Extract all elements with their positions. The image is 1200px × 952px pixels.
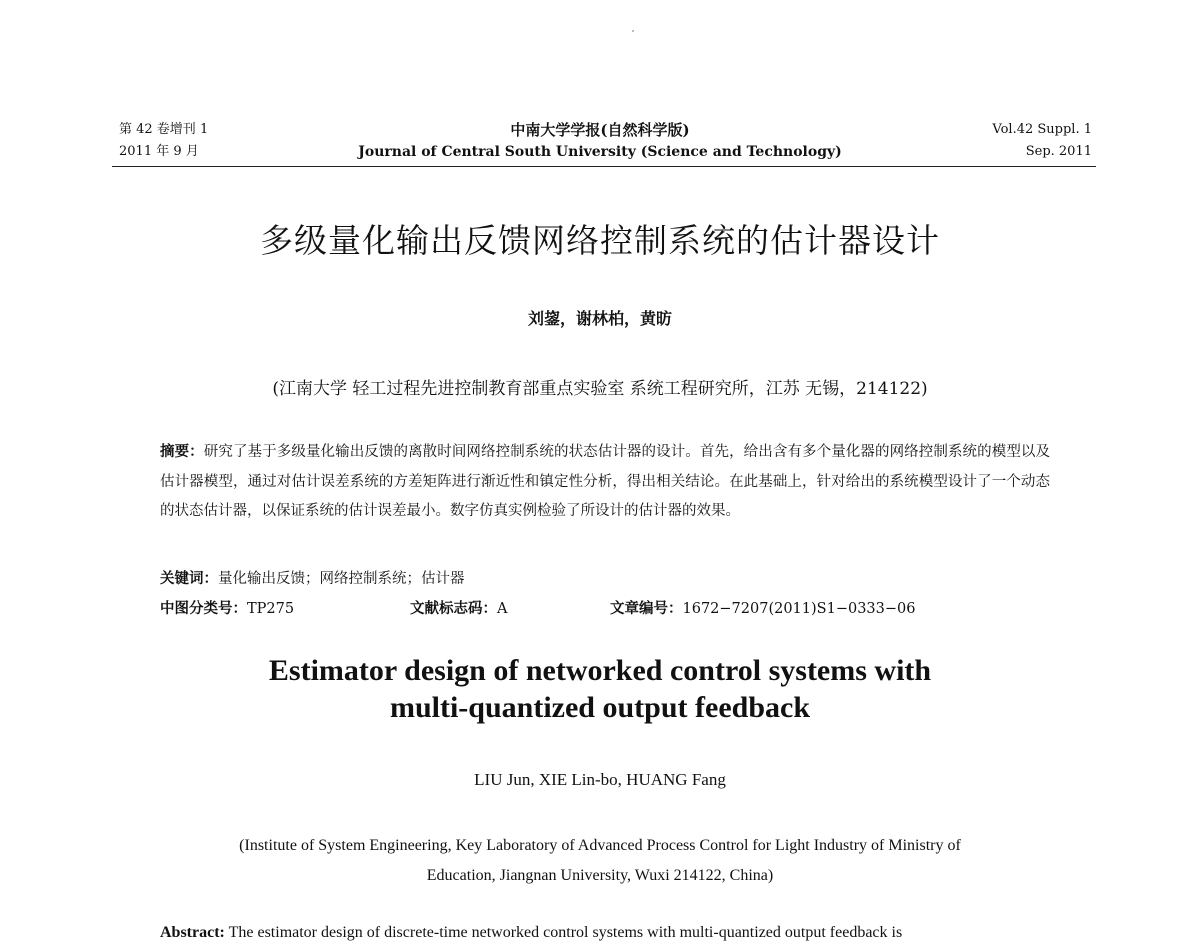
header-date-en: Sep. 2011 (1025, 144, 1092, 159)
keywords-cn (160, 567, 465, 588)
article-number-label: 文章编号： (610, 601, 683, 617)
keywords-cn-label: 关键词： (160, 571, 218, 587)
abstract-cn-text: 研究了基于多级量化输出反馈的离散时间网络控制系统的状态估计器的设计。首先，给出含有多个量化器的网络控制系统的模型以及估计器模型，通过对估计误差系统的方差矩阵进行渐近性和镇定性分析，得出相关结论。在此基础上，针对给出的系统模型设计了一个动态的状态估计器，以保证系统的估计误差最小。数字仿真实例检验了所设计的估计器的效果。 (160, 444, 1051, 519)
abstract-en (160, 924, 1060, 942)
title-en-line2: multi-quantized output feedback (389, 691, 811, 724)
doc-code-value: A (497, 601, 508, 617)
journal-name-en: Journal of Central South University (Science and Technology) (358, 144, 842, 160)
header-volume-en: Vol.42 Suppl. 1 (992, 122, 1092, 137)
title-en-line1: Estimator design of networked control systems with (268, 654, 932, 687)
affiliation-en-line2: Education, Jiangnan University, Wuxi 214122, China) (426, 867, 774, 884)
header-date-cn: 2011 年 9 月 (119, 144, 199, 159)
doc-code-field (410, 597, 507, 618)
keywords-cn-text: 量化输出反馈；网络控制系统；估计器 (218, 571, 465, 587)
header-divider (112, 166, 1096, 167)
page-title-cn: 多级量化输出反馈网络控制系统的估计器设计 (260, 221, 940, 260)
clc-field (160, 597, 294, 618)
abstract-en-text: The estimator design of discrete-time networked control systems with multi-quantized output feedback is (228, 924, 903, 941)
abstract-cn (160, 438, 1050, 527)
header-volume: 第 42 卷增刊 1 (119, 122, 209, 137)
abstract-cn-label: 摘要： (160, 444, 204, 460)
header-volume-info-en (992, 119, 1092, 163)
journal-name-cn: 中南大学学报(自然科学版) (510, 121, 690, 139)
header-volume-info (119, 119, 208, 163)
page-title-en (0, 652, 1200, 726)
authors-en: LIU Jun, XIE Lin-bo, HUANG Fang (474, 770, 726, 789)
abstract-en-label: Abstract: (160, 924, 225, 941)
clc-label: 中图分类号： (160, 601, 247, 617)
scan-speck (632, 30, 634, 32)
header-journal (300, 119, 900, 163)
clc-value: TP275 (247, 601, 295, 617)
doc-code-label: 文献标志码： (410, 601, 497, 617)
affiliation-en (185, 831, 1015, 891)
article-number-field (610, 597, 915, 618)
affiliation-cn: (江南大学 轻工过程先进控制教育部重点实验室 系统工程研究所，江苏 无锡，214122) (272, 379, 928, 399)
affiliation-en-line1: (Institute of System Engineering, Key Laboratory of Advanced Process Control for Light Industry of Ministry of (239, 837, 961, 854)
article-number-value: 1672−7207(2011)S1−0333−06 (682, 601, 916, 617)
authors-cn: 刘鋆，谢林柏，黄昉 (527, 309, 672, 328)
